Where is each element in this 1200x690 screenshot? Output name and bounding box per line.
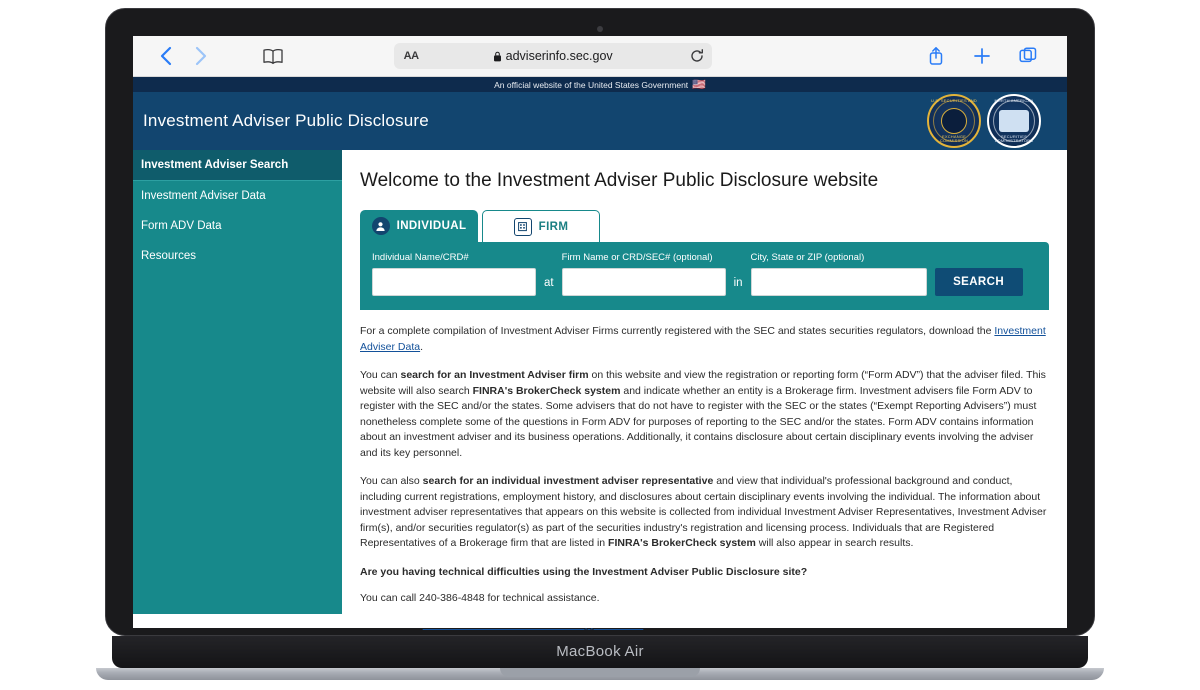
joiner-in: in: [733, 277, 743, 289]
reload-icon[interactable]: [690, 49, 704, 63]
screen-bottom-mask: [133, 614, 1067, 628]
paragraph-individual-search: [360, 474, 1049, 552]
back-button[interactable]: [149, 41, 183, 71]
tab-individual-label: INDIVIDUAL: [396, 220, 467, 232]
p2-text-a: You can: [360, 369, 401, 382]
building-icon: [514, 218, 532, 236]
laptop-notch: [500, 668, 700, 677]
search-tabs: [360, 210, 1049, 242]
p1-text-b: .: [420, 340, 424, 353]
tab-firm[interactable]: [482, 210, 600, 242]
sidebar-item-form-adv-data[interactable]: [133, 211, 342, 241]
location-label: City, State or ZIP (optional): [750, 252, 865, 263]
p1-text-a: For a complete compilation of Investment Adviser Firms currently registered with the SEC and states securities regulators, download the: [360, 325, 995, 337]
us-flag-icon: 🇺🇸: [692, 79, 706, 91]
nasaa-seal-bottom-text: SECURITIES ADMINISTRATORS: [994, 133, 1034, 143]
tabs-icon[interactable]: [1005, 41, 1051, 71]
site-header: [133, 92, 1067, 150]
page-title: Investment Adviser Public Disclosure: [143, 111, 429, 130]
government-banner: [133, 77, 1067, 92]
forward-button[interactable]: [183, 41, 217, 71]
url-text-container: [402, 49, 704, 63]
webcam-icon: [597, 26, 603, 32]
nav-buttons: [149, 41, 293, 71]
p3-text-b: and view that individual's professional background and conduct, including current registrations, employment history, and disclosures about certain disciplinary events involving the individual. The information about investment adviser representatives that appears on this website is collected from individual Investment Adviser Representatives, Investment Adviser firm(s), and/or securities regulator(s) as part of the securities industry's registration and licensing process. Individuals that are Registered Representatives of a Brokerage firm that are listed in: [360, 475, 1047, 550]
p3-text-c: will also appear in search results.: [755, 537, 914, 550]
firm-label: Firm Name or CRD/SEC# (optional): [561, 252, 713, 263]
sidebar-item-resources[interactable]: [133, 241, 342, 271]
sec-seal-top-text: U.S. SECURITIES AND: [930, 98, 978, 103]
toolbar-actions: [913, 41, 1051, 71]
device-label: MacBook Air: [556, 643, 644, 660]
share-icon[interactable]: [913, 41, 959, 71]
paragraph-compilation: [360, 324, 1049, 355]
address-bar[interactable]: [394, 43, 712, 69]
url-text: adviserinfo.sec.gov: [505, 49, 613, 63]
main-content: [342, 150, 1067, 628]
paragraph-firm-search: [360, 368, 1049, 461]
text-size-button[interactable]: AA: [403, 50, 419, 62]
location-field: [751, 252, 927, 296]
location-input[interactable]: [751, 268, 927, 296]
p3-bold-1: search for an individual investment adviser representative: [422, 475, 714, 488]
p2-bold-1: search for an Investment Adviser firm: [400, 369, 589, 382]
sidebar-item-investment-adviser-search[interactable]: [133, 150, 342, 181]
paragraph-technical-difficulties: [360, 565, 1049, 581]
gov-banner-text: An official website of the United States Government: [494, 79, 689, 90]
browser-toolbar: [133, 36, 1067, 77]
p3-text-a: You can also: [360, 475, 423, 488]
sidebar: [133, 150, 342, 628]
nasaa-seal-top-text: NORTH AMERICAN: [994, 98, 1034, 103]
sidebar-item-label: Resources: [141, 250, 196, 262]
investment-adviser-data-link[interactable]: Investment Adviser Data: [360, 325, 1046, 353]
welcome-heading: Welcome to the Investment Adviser Public Disclosure website: [360, 170, 879, 191]
technical-difficulties-text: Are you having technical difficulties using the Investment Adviser Public Disclosure site?: [360, 565, 808, 578]
individual-label: Individual Name/CRD#: [372, 252, 469, 263]
sidebar-item-label: Form ADV Data: [141, 220, 222, 232]
person-icon: [372, 217, 390, 235]
p3-bold-2: FINRA's BrokerCheck system: [608, 537, 756, 550]
firm-field: [562, 252, 726, 296]
sidebar-item-investment-adviser-data[interactable]: [133, 181, 342, 211]
tab-firm-label: FIRM: [538, 220, 569, 233]
sidebar-item-label: Investment Adviser Data: [141, 190, 266, 202]
plus-icon[interactable]: [959, 41, 1005, 71]
firm-input[interactable]: [562, 268, 726, 296]
agency-seals: [927, 94, 1041, 148]
individual-input[interactable]: [372, 268, 536, 296]
search-panel: [360, 242, 1049, 310]
individual-field: [372, 252, 536, 296]
joiner-at: at: [544, 277, 554, 289]
sidebar-item-label: Investment Adviser Search: [141, 159, 289, 171]
tab-individual[interactable]: [360, 210, 478, 242]
sec-seal-icon: [927, 94, 981, 148]
p2-text-c: and indicate whether an entity is a Brokerage firm. Investment advisers file Form ADV to register with the SEC and/or the states. Some advisers that do not have to register with the SEC or the states (“Exempt Reporting Advisers”) must nonetheless complete some of the questions in Form ADV for purposes of reporting to the SEC and/or the states. Form ADV contains information about an investment adviser and its business operations. Additionally, it contains disclosure about certain disciplinary events involving the adviser and its key personnel.: [360, 384, 1037, 459]
p2-text-b: on this website and view the registration or reporting form (“Form ADV”) that the adviser filed. This website will also search: [360, 369, 1046, 397]
paragraph-phone: You can call 240-386-4848 for technical assistance.: [360, 592, 600, 605]
browser-screen: [133, 36, 1067, 628]
page-body: [133, 150, 1067, 628]
search-button[interactable]: SEARCH: [935, 268, 1023, 296]
nasaa-seal-icon: [987, 94, 1041, 148]
p2-bold-2: FINRA's BrokerCheck system: [472, 384, 621, 397]
sidebar-book-icon[interactable]: [253, 41, 293, 71]
informational-copy: [360, 310, 1049, 663]
lock-icon: [493, 51, 502, 62]
sec-seal-bottom-text: EXCHANGE COMMISSION: [939, 133, 969, 143]
